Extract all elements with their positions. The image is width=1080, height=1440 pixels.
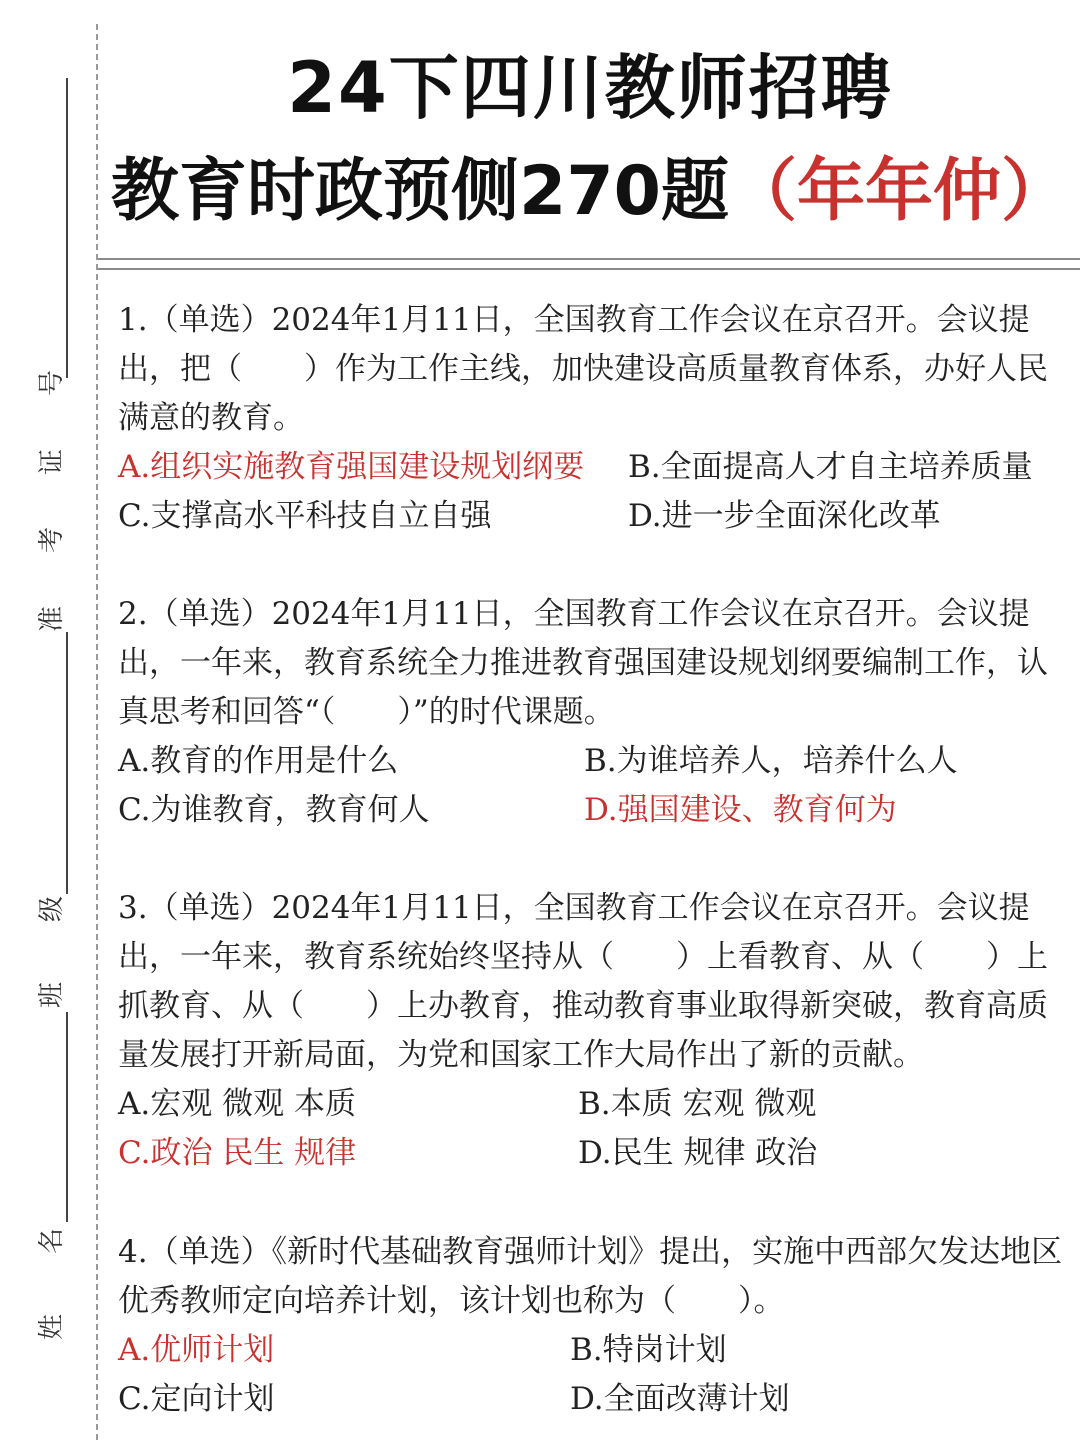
question-4: [118, 1228, 1068, 1424]
exam-number-rule: [66, 78, 68, 378]
option-b: B.本质 宏观 微观: [578, 1086, 817, 1122]
question-3: [118, 884, 1068, 1178]
option-c: C.定向计划: [118, 1381, 275, 1417]
title-line-1: 24下四川教师招聘: [287, 47, 893, 129]
option-list: [118, 1326, 1068, 1424]
binding-dashed-line: [96, 24, 98, 1440]
question-1: [118, 296, 1068, 541]
option-d: D.全面改薄计划: [570, 1381, 790, 1417]
title-main: 教育时政预侧270题: [111, 152, 729, 231]
option-list: [118, 737, 1068, 835]
title-accent: （年年仲）: [728, 152, 1069, 231]
question-text: 1.（单选）2024年1月11日，全国教育工作会议在京召开。会议提出，把（ ）作为工作主线，加快建设高质量教育体系，办好人民满意的教育。: [118, 302, 1048, 436]
option-b: B.全面提高人才自主培养质量: [628, 449, 1033, 485]
option-list: [118, 443, 1068, 541]
option-a: A.组织实施教育强国建设规划纲要: [118, 449, 585, 485]
option-c: C.支撑高水平科技自立自强: [118, 498, 492, 534]
option-c: C.政治 民生 规律: [118, 1135, 357, 1171]
class-label: 级 班: [36, 895, 67, 1009]
title-divider-top: [98, 258, 1080, 260]
name-rule: [66, 1012, 68, 1222]
option-a: A.优师计划: [118, 1332, 275, 1368]
exam-number-label: 号 证 考 准: [36, 369, 67, 632]
option-b: B.特岗计划: [570, 1332, 727, 1368]
title-divider-bottom: [98, 268, 1080, 270]
title-line-2: [100, 142, 1080, 242]
class-rule: [66, 632, 68, 894]
option-list: [118, 1080, 1068, 1178]
question-text: 3.（单选）2024年1月11日，全国教育工作会议在京召开。会议提出，一年来，教育系统始终坚持从（ ）上看教育、从（ ）上抓教育、从（ ）上办教育，推动教育事业取得新突破，教育高质量发展打开新局面，为党和国家工作大局作出了新的贡献。: [118, 890, 1048, 1073]
name-label: 名 姓: [36, 1227, 67, 1341]
option-b: B.为谁培养人，培养什么人: [584, 743, 958, 779]
option-d: D.民生 规律 政治: [578, 1135, 818, 1171]
page-title: [100, 40, 1080, 242]
option-d: D.强国建设、教育何为: [584, 792, 897, 828]
option-a: A.宏观 微观 本质: [118, 1086, 356, 1122]
option-a: A.教育的作用是什么: [118, 743, 399, 779]
option-d: D.进一步全面深化改革: [628, 498, 941, 534]
question-text: 4.（单选）《新时代基础教育强师计划》提出，实施中西部欠发达地区优秀教师定向培养计划，该计划也称为（ ）。: [118, 1234, 1063, 1319]
question-2: [118, 590, 1068, 835]
question-text: 2.（单选）2024年1月11日，全国教育工作会议在京召开。会议提出，一年来，教育系统全力推进教育强国建设规划纲要编制工作，认真思考和回答“（ ）”的时代课题。: [118, 596, 1048, 730]
option-c: C.为谁教育，教育何人: [118, 792, 430, 828]
